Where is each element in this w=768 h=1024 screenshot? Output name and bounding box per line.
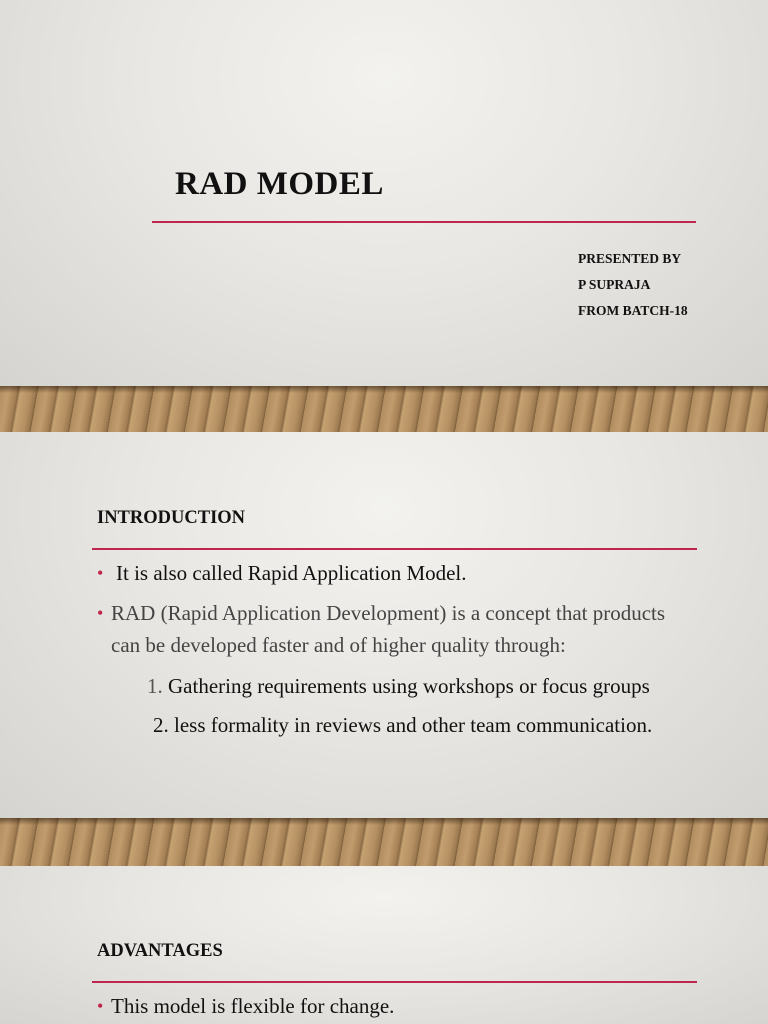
- bullet-text: RAD (Rapid Application Development) is a concept that products can be developed faster and of higher quality through:: [111, 601, 666, 657]
- slide-title: RAD MODEL: [175, 166, 384, 202]
- heading-divider: [92, 981, 697, 983]
- item-number: 1.: [147, 674, 163, 698]
- presenter-line-name: P SUPRAJA: [578, 277, 651, 292]
- wood-floor-divider: [0, 818, 768, 866]
- numbered-item: [153, 710, 652, 740]
- bullet-item: [97, 557, 467, 589]
- bullet-text: It is also called Rapid Application Model.: [116, 561, 467, 585]
- bullet-item: [97, 990, 394, 1022]
- title-slide: [0, 0, 768, 386]
- title-divider: [152, 221, 696, 223]
- presenter-line-presented-by: PRESENTED BY: [578, 251, 682, 266]
- bullet-text: This model is flexible for change.: [111, 994, 395, 1018]
- wood-floor-divider: [0, 386, 768, 432]
- item-text: less formality in reviews and other team communication.: [174, 713, 653, 737]
- heading-divider: [92, 548, 697, 550]
- advantages-slide: [0, 866, 768, 1024]
- presenter-line-batch: FROM BATCH-18: [578, 303, 688, 318]
- bullet-item: [97, 597, 697, 661]
- bullet-dot-icon: •: [97, 996, 104, 1016]
- bullet-dot-icon: •: [97, 603, 104, 623]
- item-text: Gathering requirements using workshops or focus groups: [168, 674, 650, 698]
- slide-heading: INTRODUCTION: [97, 508, 246, 528]
- presenter-info: [578, 250, 688, 328]
- numbered-item: [147, 671, 650, 701]
- introduction-slide: [0, 432, 768, 818]
- bullet-dot-icon: •: [97, 563, 104, 583]
- slide-heading: ADVANTAGES: [97, 941, 223, 961]
- item-number: 2.: [153, 713, 169, 737]
